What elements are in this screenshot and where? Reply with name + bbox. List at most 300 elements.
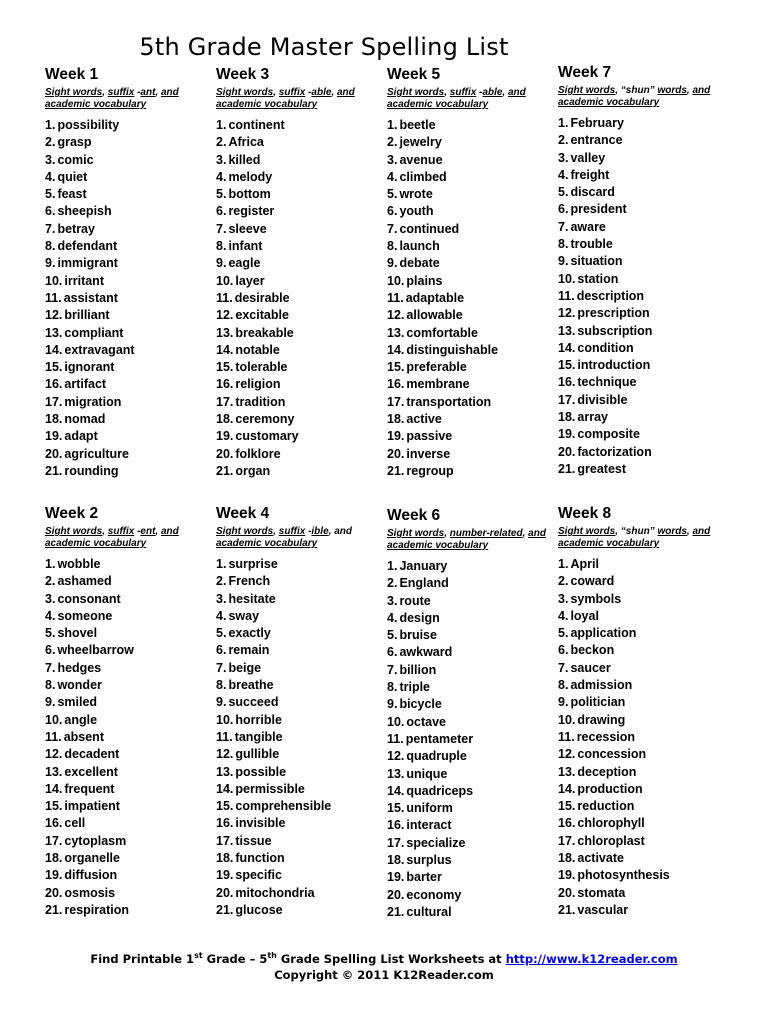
word-number: 12.: [216, 747, 234, 762]
subtitle-segment: suffix: [449, 87, 477, 98]
word-number: 7.: [45, 660, 56, 675]
word-item: [558, 573, 726, 590]
subtitle-segment: -: [476, 87, 483, 98]
word-item: [558, 323, 726, 340]
word-number: 19.: [387, 429, 405, 444]
footer: [0, 948, 768, 983]
word-text: cell: [64, 816, 86, 831]
word-item: [45, 764, 213, 781]
word-text: comfortable: [406, 325, 478, 340]
word-item: [216, 255, 384, 272]
word-text: station: [577, 271, 619, 286]
word-number: 16.: [558, 375, 576, 390]
word-item: [45, 815, 213, 832]
word-number: 2.: [387, 135, 398, 150]
word-item: [45, 660, 213, 677]
word-number: 18.: [216, 412, 234, 427]
word-number: 14.: [216, 781, 234, 796]
word-number: 7.: [45, 221, 56, 236]
word-item: [387, 904, 555, 921]
word-item: [216, 134, 384, 151]
word-item: [45, 729, 213, 746]
word-number: 6.: [387, 645, 398, 660]
word-item: [45, 781, 213, 798]
word-number: 8.: [558, 237, 569, 252]
word-number: 14.: [216, 342, 234, 357]
word-text: glucose: [235, 902, 283, 917]
word-text: beetle: [399, 118, 436, 132]
word-item: [387, 152, 555, 169]
word-item: [45, 885, 213, 902]
word-number: 14.: [45, 342, 63, 357]
subtitle-segment: words: [657, 526, 687, 537]
word-item: [387, 766, 555, 783]
word-number: 6.: [45, 643, 56, 658]
word-text: organ: [235, 463, 271, 478]
word-text: activate: [577, 851, 624, 866]
word-number: 6.: [45, 204, 56, 219]
word-item: [558, 591, 726, 608]
word-text: discard: [570, 185, 615, 200]
word-number: 12.: [387, 749, 405, 764]
word-item: [387, 203, 555, 220]
week-section-4: [558, 64, 726, 478]
word-item: [558, 885, 726, 902]
word-item: [558, 357, 726, 374]
word-list: [558, 115, 726, 478]
word-number: 15.: [387, 801, 405, 816]
word-item: [558, 374, 726, 391]
word-item: [45, 376, 213, 393]
word-item: [45, 867, 213, 884]
word-number: 6.: [558, 202, 569, 217]
word-number: 1.: [216, 557, 227, 571]
word-text: reduction: [577, 799, 635, 814]
word-text: beige: [228, 660, 262, 675]
subtitle-segment: Sight words: [216, 526, 274, 537]
word-text: concession: [577, 747, 647, 762]
word-number: 1.: [45, 557, 56, 571]
word-item: [387, 411, 555, 428]
word-text: artifact: [64, 377, 107, 392]
word-item: [216, 463, 384, 480]
word-number: 17.: [387, 394, 405, 409]
word-item: [387, 446, 555, 463]
word-number: 16.: [387, 818, 405, 833]
word-item: [45, 833, 213, 850]
word-item: [387, 169, 555, 186]
word-text: continent: [228, 118, 285, 132]
word-text: layer: [235, 273, 265, 288]
word-number: 4.: [558, 167, 569, 182]
word-text: tissue: [235, 833, 272, 848]
word-item: [387, 394, 555, 411]
word-text: situation: [570, 254, 623, 269]
subtitle-segment: academic vocabulary: [387, 99, 489, 110]
word-text: diffusion: [64, 868, 118, 883]
word-text: someone: [57, 608, 113, 623]
subtitle-segment: academic vocabulary: [558, 97, 660, 108]
word-item: [387, 575, 555, 592]
word-item: [216, 376, 384, 393]
week-heading: Week 6: [387, 507, 441, 524]
word-text: infant: [228, 239, 263, 254]
word-text: organelle: [64, 851, 120, 866]
word-text: freight: [570, 167, 610, 182]
word-number: 3.: [45, 591, 56, 606]
word-item: [387, 852, 555, 869]
word-item: [558, 184, 726, 201]
word-text: sheepish: [57, 204, 112, 219]
word-item: [216, 573, 384, 590]
word-item: [216, 342, 384, 359]
word-item: [216, 746, 384, 763]
word-item: [216, 186, 384, 203]
word-number: 18.: [216, 851, 234, 866]
word-item: [216, 902, 384, 919]
word-number: 6.: [216, 204, 227, 219]
subtitle-segment: Sight words: [45, 87, 103, 98]
subtitle-segment: ,: [102, 87, 108, 98]
word-number: 19.: [216, 429, 234, 444]
word-text: allowable: [406, 308, 463, 323]
word-number: 11.: [558, 288, 575, 303]
word-number: 5.: [216, 187, 227, 202]
subtitle-segment: academic vocabulary: [45, 538, 147, 549]
word-item: [558, 850, 726, 867]
word-text: migration: [64, 394, 122, 409]
word-text: aware: [570, 219, 606, 234]
word-text: compliant: [64, 325, 124, 340]
word-text: route: [399, 593, 431, 608]
subtitle-segment: Sight words: [558, 85, 616, 96]
word-text: mitochondria: [235, 885, 315, 900]
word-text: admission: [570, 678, 633, 693]
word-item: [216, 359, 384, 376]
word-text: trouble: [570, 237, 613, 252]
word-number: 9.: [558, 695, 569, 710]
word-number: 5.: [216, 626, 227, 641]
word-item: [387, 869, 555, 886]
word-number: 21.: [45, 902, 63, 917]
word-number: 5.: [558, 626, 569, 641]
word-text: bicycle: [399, 697, 442, 712]
word-number: 15.: [558, 358, 576, 373]
word-number: 12.: [387, 308, 405, 323]
word-number: 9.: [387, 697, 398, 712]
week-heading: Week 3: [216, 66, 270, 83]
word-text: comprehensible: [235, 799, 332, 814]
word-text: tangible: [234, 729, 283, 744]
word-text: saucer: [570, 660, 611, 675]
week-heading: Week 7: [558, 64, 612, 81]
word-number: 13.: [558, 323, 576, 338]
subtitle-segment: ,: [444, 528, 450, 539]
word-item: [216, 677, 384, 694]
word-item: [558, 798, 726, 815]
word-text: vascular: [577, 902, 629, 917]
word-number: 6.: [387, 204, 398, 219]
word-text: excellent: [64, 764, 118, 779]
subtitle-segment: ant: [140, 87, 156, 98]
word-item: [387, 238, 555, 255]
word-item: [387, 134, 555, 151]
word-item: [45, 573, 213, 590]
word-number: 15.: [216, 360, 234, 375]
footer-sup: th: [267, 951, 277, 960]
week-heading: Week 5: [387, 66, 441, 83]
word-text: remain: [228, 643, 270, 658]
word-number: 21.: [558, 461, 576, 476]
word-number: 12.: [216, 308, 234, 323]
word-number: 8.: [216, 678, 227, 693]
word-text: president: [570, 202, 627, 217]
word-number: 5.: [387, 187, 398, 202]
word-text: function: [235, 851, 285, 866]
word-text: introduction: [577, 358, 651, 373]
word-number: 13.: [216, 325, 234, 340]
word-number: 7.: [387, 662, 398, 677]
subtitle-segment: ,: [102, 526, 108, 537]
word-text: eagle: [228, 256, 261, 271]
word-text: launch: [399, 239, 440, 254]
word-item: [45, 325, 213, 342]
word-text: drawing: [577, 712, 626, 727]
word-item: [45, 642, 213, 659]
word-item: [216, 273, 384, 290]
word-text: cytoplasm: [64, 833, 127, 848]
word-item: [216, 203, 384, 220]
word-number: 20.: [216, 885, 234, 900]
word-text: succeed: [228, 695, 279, 710]
word-list: [216, 117, 384, 480]
week-heading: Week 1: [45, 66, 99, 83]
word-item: [45, 428, 213, 445]
word-text: loyal: [570, 608, 599, 623]
word-item: [45, 134, 213, 151]
word-item: [387, 610, 555, 627]
word-item: [216, 221, 384, 238]
word-text: ceremony: [235, 412, 295, 427]
word-number: 17.: [216, 394, 234, 409]
word-number: 5.: [45, 187, 56, 202]
word-number: 11.: [45, 729, 62, 744]
word-text: wobble: [57, 557, 101, 571]
word-item: [45, 221, 213, 238]
word-item: [558, 461, 726, 478]
subtitle-segment: and: [160, 526, 179, 537]
week-subtitle: [45, 87, 213, 113]
word-item: [558, 729, 726, 746]
word-text: entrance: [570, 133, 623, 148]
subtitle-segment: academic vocabulary: [558, 538, 660, 549]
word-item: [387, 696, 555, 713]
word-item: [558, 253, 726, 270]
word-text: triple: [399, 680, 430, 695]
subtitle-segment: ,: [686, 85, 693, 96]
word-number: 16.: [387, 377, 405, 392]
word-item: [45, 117, 213, 134]
subtitle-segment: ,: [331, 87, 337, 98]
word-text: uniform: [406, 801, 453, 816]
subtitle-segment: and academic vocabulary: [387, 528, 546, 551]
word-item: [558, 305, 726, 322]
word-text: consonant: [57, 591, 121, 606]
word-number: 7.: [558, 660, 569, 675]
word-number: 20.: [558, 444, 576, 459]
word-number: 16.: [45, 377, 63, 392]
word-text: barter: [406, 870, 442, 885]
word-number: 20.: [387, 887, 405, 902]
word-number: 5.: [387, 628, 398, 643]
subtitle-segment: ,: [522, 528, 529, 539]
subtitle-segment: , “shun”: [615, 526, 658, 537]
word-number: 20.: [45, 446, 63, 461]
word-number: 18.: [558, 851, 576, 866]
page-title: 5th Grade Master Spelling List: [139, 33, 509, 61]
week-section-5: [45, 505, 213, 919]
word-number: 10.: [558, 712, 576, 727]
word-number: 11.: [216, 729, 233, 744]
word-item: [387, 307, 555, 324]
word-text: adapt: [64, 429, 98, 444]
word-text: awkward: [399, 645, 453, 660]
subtitle-segment: able: [482, 87, 503, 98]
word-number: 1.: [387, 559, 398, 573]
word-number: 3.: [558, 150, 569, 165]
word-number: 21.: [558, 902, 576, 917]
word-item: [45, 677, 213, 694]
word-number: 18.: [558, 410, 576, 425]
word-item: [387, 290, 555, 307]
word-number: 9.: [387, 256, 398, 271]
word-item: [558, 288, 726, 305]
word-number: 1.: [387, 118, 398, 132]
word-text: passive: [406, 429, 453, 444]
word-item: [387, 887, 555, 904]
week-section-8: [558, 505, 726, 919]
word-text: octave: [406, 714, 446, 729]
word-text: melody: [228, 169, 273, 184]
subtitle-segment: and: [692, 85, 711, 96]
word-text: surprise: [228, 557, 278, 571]
word-item: [216, 867, 384, 884]
word-text: cultural: [406, 904, 452, 919]
subtitle-segment: and: [692, 526, 711, 537]
word-text: greatest: [577, 461, 627, 476]
word-text: customary: [235, 429, 299, 444]
word-text: quadruple: [406, 749, 467, 764]
word-number: 8.: [216, 239, 227, 254]
word-text: gullible: [235, 747, 280, 762]
word-text: Africa: [228, 135, 264, 150]
word-text: quadriceps: [406, 783, 474, 798]
word-number: 3.: [387, 593, 398, 608]
word-number: 4.: [558, 608, 569, 623]
word-list: [387, 558, 555, 921]
word-number: 21.: [45, 463, 63, 478]
word-item: [216, 428, 384, 445]
word-text: betray: [57, 221, 95, 236]
word-text: wonder: [57, 678, 102, 693]
word-text: shovel: [57, 626, 98, 641]
word-text: register: [228, 204, 275, 219]
word-text: composite: [577, 427, 640, 442]
word-number: 8.: [45, 678, 56, 693]
word-text: jewelry: [399, 135, 442, 150]
word-text: photosynthesis: [577, 868, 670, 883]
word-item: [216, 591, 384, 608]
word-text: tolerable: [235, 360, 288, 375]
word-item: [45, 255, 213, 272]
subtitle-segment: ible: [311, 526, 329, 537]
word-text: breathe: [228, 678, 274, 693]
word-number: 21.: [387, 904, 405, 919]
word-text: ashamed: [57, 574, 112, 589]
subtitle-segment: , “shun”: [615, 85, 658, 96]
word-item: [216, 850, 384, 867]
word-item: [558, 833, 726, 850]
word-text: agriculture: [64, 446, 129, 461]
word-number: 16.: [558, 816, 576, 831]
word-item: [45, 850, 213, 867]
word-number: 21.: [216, 463, 234, 478]
word-text: religion: [235, 377, 281, 392]
word-number: 11.: [387, 290, 404, 305]
word-item: [45, 238, 213, 255]
word-number: 14.: [45, 781, 63, 796]
word-number: 4.: [387, 169, 398, 184]
word-text: assistant: [63, 290, 118, 305]
word-number: 1.: [216, 118, 227, 132]
subtitle-segment: Sight words: [45, 526, 103, 537]
word-text: extravagant: [64, 342, 135, 357]
word-text: pentameter: [405, 731, 474, 746]
word-item: [45, 186, 213, 203]
k12reader-link[interactable]: http://www.k12reader.com: [505, 951, 678, 966]
word-text: immigrant: [57, 256, 118, 271]
word-item: [558, 392, 726, 409]
word-number: 9.: [216, 695, 227, 710]
word-number: 12.: [45, 747, 63, 762]
word-number: 7.: [216, 221, 227, 236]
word-number: 2.: [558, 574, 569, 589]
word-text: specialize: [406, 835, 466, 850]
word-text: valley: [570, 150, 606, 165]
word-number: 3.: [387, 152, 398, 167]
word-number: 19.: [558, 427, 576, 442]
word-item: [558, 764, 726, 781]
word-item: [558, 625, 726, 642]
word-text: invisible: [235, 816, 286, 831]
word-item: [216, 307, 384, 324]
word-text: surplus: [406, 853, 452, 868]
word-list: [558, 556, 726, 919]
word-text: horrible: [235, 712, 282, 727]
footer-text: Grade Spelling List Worksheets at: [276, 951, 506, 966]
word-number: 16.: [216, 816, 234, 831]
word-number: 8.: [387, 680, 398, 695]
word-text: chlorophyll: [577, 816, 645, 831]
word-number: 4.: [216, 169, 227, 184]
word-item: [558, 815, 726, 832]
week-heading: Week 8: [558, 505, 612, 522]
subtitle-segment: ,: [273, 87, 279, 98]
word-text: April: [570, 557, 599, 571]
word-text: deception: [577, 764, 637, 779]
word-number: 20.: [216, 446, 234, 461]
word-item: [387, 186, 555, 203]
